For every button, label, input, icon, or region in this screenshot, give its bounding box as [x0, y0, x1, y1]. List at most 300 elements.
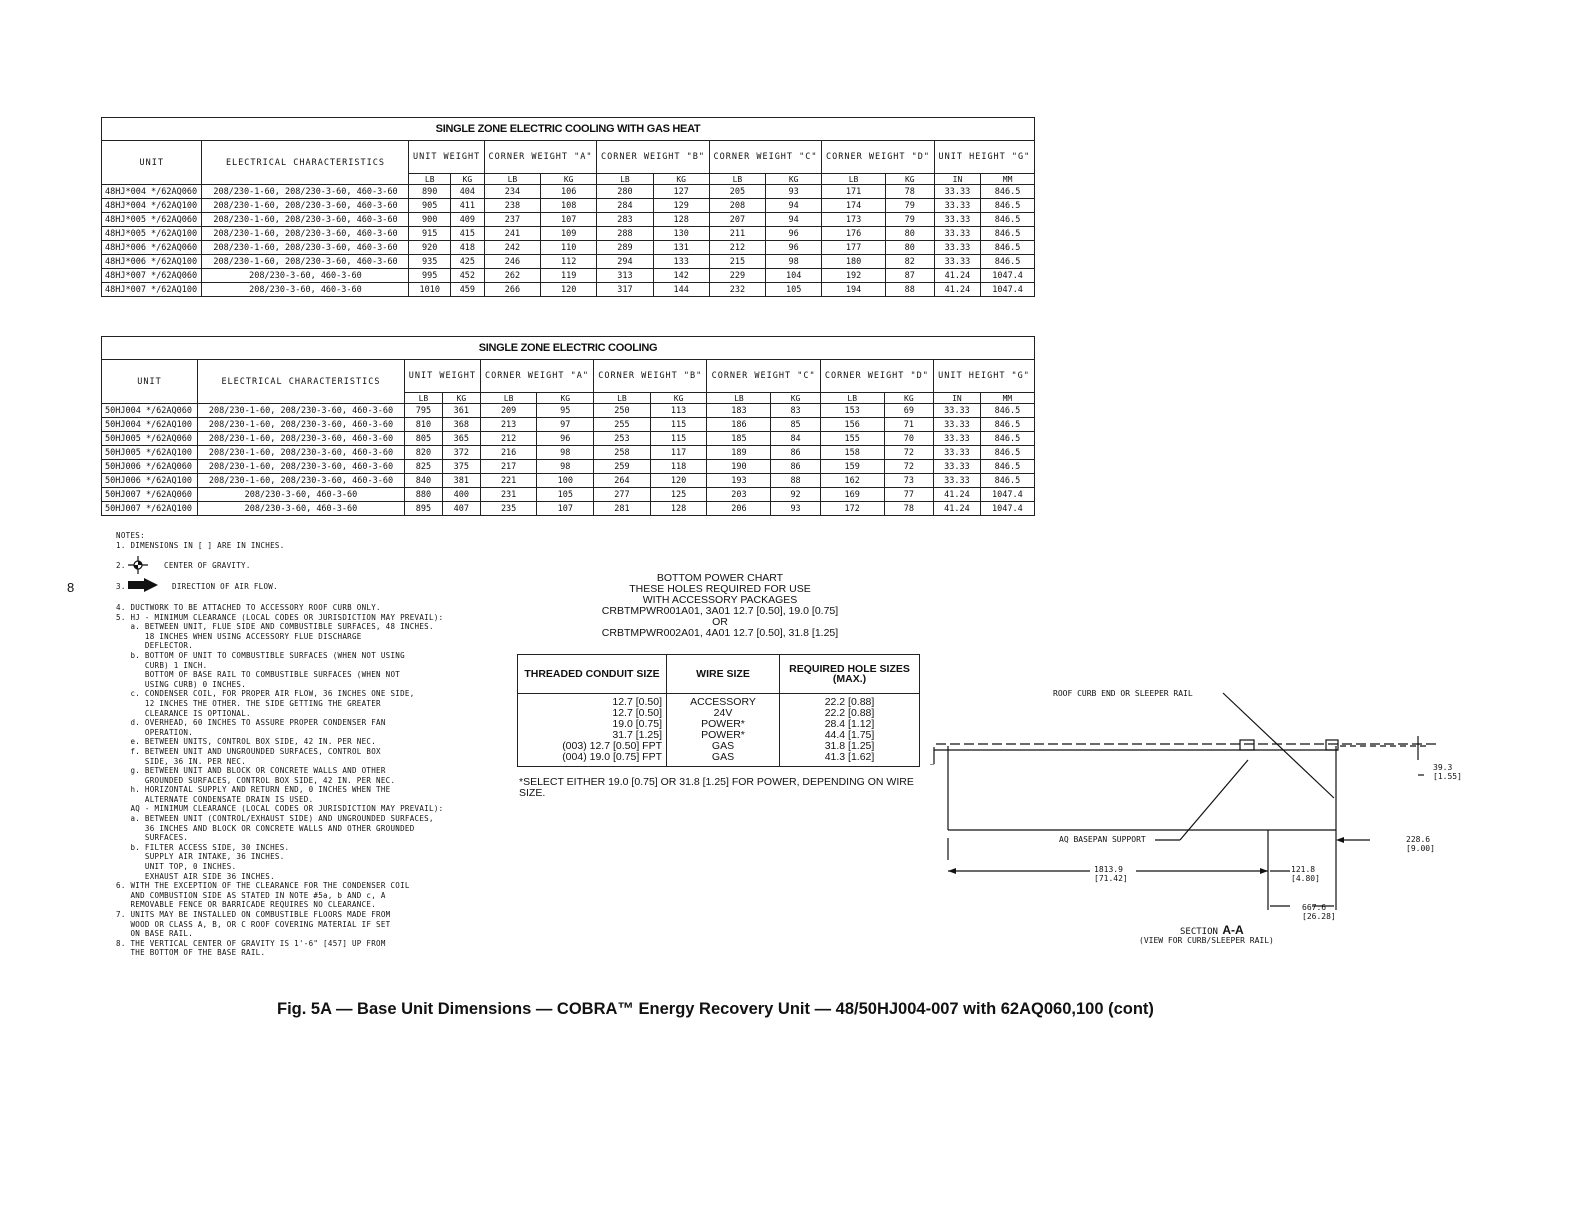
value-cell: 33.33 — [934, 474, 981, 488]
dimension-39: 39.3 [1.55] — [1433, 763, 1462, 781]
value-cell: 229 — [709, 269, 765, 283]
unit-subheader: LB — [597, 174, 653, 185]
electrical-cell: 208/230-1-60, 208/230-3-60, 460-3-60 — [202, 227, 409, 241]
heading-line: THESE HOLES REQUIRED FOR USE — [629, 583, 811, 595]
value-cell: 180 — [822, 255, 886, 269]
value-cell: 33.33 — [934, 404, 981, 418]
value-cell: 203 — [707, 488, 771, 502]
roof-curb-label: ROOF CURB END OR SLEEPER RAIL — [1053, 689, 1193, 698]
unit-cell: 50HJ004 */62AQ060 — [102, 404, 198, 418]
value-cell: 212 — [709, 241, 765, 255]
value-cell: 128 — [650, 502, 707, 516]
value-cell: 361 — [442, 404, 480, 418]
value-cell: 280 — [597, 185, 653, 199]
unit-cell: 50HJ006 */62AQ060 — [102, 460, 198, 474]
value-cell: 186 — [707, 418, 771, 432]
unit-subheader: IN — [934, 174, 980, 185]
value-cell: 85 — [771, 418, 820, 432]
col-header: CORNER WEIGHT "B" — [597, 141, 710, 174]
value-cell: 96 — [766, 241, 822, 255]
table-row — [102, 241, 1035, 255]
table-row — [102, 255, 1035, 269]
value-cell: 83 — [771, 404, 820, 418]
col-header: CORNER WEIGHT "A" — [480, 360, 593, 393]
value-cell: 127 — [653, 185, 709, 199]
note-2-text: CENTER OF GRAVITY. — [164, 561, 251, 570]
dimension-228: 228.6 [9.00] — [1406, 835, 1435, 853]
value-cell: 82 — [885, 255, 934, 269]
value-cell: 33.33 — [934, 199, 980, 213]
col-header: UNIT HEIGHT "G" — [934, 360, 1035, 393]
value-cell: 115 — [650, 418, 707, 432]
value-cell: 87 — [885, 269, 934, 283]
value-cell: 920 — [409, 241, 451, 255]
value-cell: 98 — [537, 460, 594, 474]
col-header: CORNER WEIGHT "D" — [822, 141, 935, 174]
value-cell: 80 — [885, 227, 934, 241]
value-cell: 33.33 — [934, 255, 980, 269]
unit-subheader: LB — [480, 393, 537, 404]
value-cell: 174 — [822, 199, 886, 213]
note-3-number: 3. — [116, 582, 126, 591]
value-cell: 846.5 — [981, 255, 1035, 269]
value-cell: 846.5 — [980, 474, 1034, 488]
table-row — [102, 269, 1035, 283]
col-header: CORNER WEIGHT "C" — [709, 141, 822, 174]
table-row — [102, 227, 1035, 241]
table-row — [102, 185, 1035, 199]
value-cell: 153 — [820, 404, 884, 418]
value-cell: 33.33 — [934, 227, 980, 241]
value-cell: 86 — [771, 446, 820, 460]
value-cell: 840 — [404, 474, 442, 488]
heading-line: CRBTMPWR002A01, 4A01 12.7 [0.50], 31.8 [1.25] — [601, 627, 839, 639]
value-cell: 125 — [650, 488, 707, 502]
value-cell: 425 — [450, 255, 484, 269]
section-prefix: SECTION — [1180, 927, 1218, 937]
value-cell: 131 — [653, 241, 709, 255]
value-cell: 407 — [442, 502, 480, 516]
value-cell: 1047.4 — [981, 269, 1035, 283]
value-cell: 176 — [822, 227, 886, 241]
electric-cooling-weight-table — [101, 336, 1035, 516]
value-cell: 246 — [484, 255, 540, 269]
value-cell: 375 — [442, 460, 480, 474]
value-cell: 41.24 — [934, 283, 980, 297]
value-cell: 266 — [484, 283, 540, 297]
value-cell: 172 — [820, 502, 884, 516]
bottom-power-chart-table — [517, 654, 920, 767]
note-3-text: DIRECTION OF AIR FLOW. — [172, 582, 278, 591]
value-cell: 106 — [541, 185, 597, 199]
value-cell: 86 — [771, 460, 820, 474]
table-row — [102, 474, 1035, 488]
unit-subheader: IN — [934, 393, 981, 404]
value-cell: 100 — [537, 474, 594, 488]
unit-subheader: KG — [885, 174, 934, 185]
value-cell: 128 — [653, 213, 709, 227]
page-marker: 8 — [67, 580, 75, 595]
unit-cell: 48HJ*004 */62AQ100 — [102, 199, 202, 213]
section-letters: A-A — [1222, 923, 1244, 937]
notes-body: 4. DUCTWORK TO BE ATTACHED TO ACCESSORY ROOF CURB ONLY. 5. HJ - MINIMUM CLEARANCE (LOCAL CODES OR JURISDICTION MAY PREVAIL): a. BETWEEN UNIT, FLUE SIDE AND COMBUSTIBLE SURFACES, 48 INCHES. 18 INCHES WHEN USING ACCESSORY FLUE DISCHARGE DEFLECTOR. b. BOTTOM OF UNIT TO COMBUSTIBLE SURFACES (WHEN NOT USING CURB) 1 INCH. BOTTOM OF BASE RAIL TO COMBUSTIBLE SURFACES (WHEN NOT USING CURB) 0 INCHES. c. CONDENSER COIL, FOR PROPER AIR FLOW, 36 INCHES ONE SIDE, 12 INCHES THE OTHER. THE SIDE GETTING THE GREATER CLEARANCE IS OPTIONAL. d. OVERHEAD, 60 INCHES TO ASSURE PROPER CONDENSER FAN OPERATION. e. BETWEEN UNITS, CONTROL BOX SIDE, 42 IN. PER NEC. f. BETWEEN UNIT AND UNGROUNDED SURFACES, CONTROL BOX SIDE, 36 IN. PER NEC. g. BETWEEN UNIT AND BLOCK OR CONCRETE WALLS AND OTHER GROUNDED SURFACES, CONTROL BOX SIDE, 42 IN. PER NEC. h. HORIZONTAL SUPPLY AND RETURN END, 0 INCHES WHEN THE ALTERNATE CONDENSATE DRAIN IS USED. AQ - MINIMUM CLEARANCE (LOCAL CODES OR JURISDICTION MAY PREVAIL): a. BETWEEN UNIT (CONTROL/EXHAUST SIDE) AND UNGROUNDED SURFACES, 36 INCHES AND BLOCK OR CONCRETE WALLS AND OTHER GROUNDED SURFACES. b. FILTER ACCESS SIDE, 30 INCHES. SUPPLY AIR INTAKE, 36 INCHES. UNIT TOP, 0 INCHES. EXHAUST AIR SIDE 36 INCHES. 6. WITH THE EXCEPTION OF THE CLEARANCE FOR THE CONDENSER COIL AND COMBUSTION SIDE AS STATED IN NOTE #5a, b AND c, A REMOVABLE FENCE OR BARRICADE REQUIRES NO CLEARANCE. 7. UNITS MAY BE INSTALLED ON COMBUSTIBLE FLOORS MADE FROM WOOD OR CLASS A, B, OR C ROOF COVERING MATERIAL IF SET ON BASE RAIL. 8. THE VERTICAL CENTER OF GRAVITY IS 1'-6" [457] UP FROM THE BOTTOM OF THE BASE RAIL. — [116, 603, 444, 958]
value-cell: 215 — [709, 255, 765, 269]
value-cell: 846.5 — [980, 404, 1034, 418]
col-header: REQUIRED HOLE SIZES (MAX.) — [780, 655, 920, 694]
value-cell: 120 — [541, 283, 597, 297]
unit-cell: 48HJ*007 */62AQ100 — [102, 283, 202, 297]
table-row — [102, 283, 1035, 297]
electrical-cell: 208/230-1-60, 208/230-3-60, 460-3-60 — [197, 404, 404, 418]
value-cell: 94 — [766, 199, 822, 213]
value-cell: 107 — [537, 502, 594, 516]
electrical-cell: 208/230-3-60, 460-3-60 — [197, 502, 404, 516]
col-header: UNIT WEIGHT — [404, 360, 480, 393]
value-cell: 242 — [484, 241, 540, 255]
unit-subheader: LB — [707, 393, 771, 404]
value-cell: 109 — [541, 227, 597, 241]
value-cell: 129 — [653, 199, 709, 213]
value-cell: 231 — [480, 488, 537, 502]
value-cell: 846.5 — [980, 432, 1034, 446]
value-cell: 113 — [650, 404, 707, 418]
table-row — [102, 460, 1035, 474]
value-cell: 217 — [480, 460, 537, 474]
value-cell: 193 — [707, 474, 771, 488]
value-cell: 33.33 — [934, 241, 980, 255]
value-cell: 232 — [709, 283, 765, 297]
value-cell: 221 — [480, 474, 537, 488]
value-cell: 93 — [766, 185, 822, 199]
value-cell: 452 — [450, 269, 484, 283]
dimension-1813: 1813.9 [71.42] — [1094, 865, 1128, 883]
center-of-gravity-icon — [128, 556, 148, 574]
value-cell: 241 — [484, 227, 540, 241]
table-row — [102, 446, 1035, 460]
value-cell: 846.5 — [980, 418, 1034, 432]
value-cell: 33.33 — [934, 460, 981, 474]
value-cell: 284 — [597, 199, 653, 213]
value-cell: 209 — [480, 404, 537, 418]
power-chart-heading — [552, 573, 888, 639]
value-cell: 259 — [594, 460, 651, 474]
value-cell: 212 — [480, 432, 537, 446]
value-cell: 262 — [484, 269, 540, 283]
value-cell: 207 — [709, 213, 765, 227]
table-row — [102, 502, 1035, 516]
value-cell: 156 — [820, 418, 884, 432]
table-title: SINGLE ZONE ELECTRIC COOLING — [102, 337, 1035, 360]
value-cell: 205 — [709, 185, 765, 199]
heading-line: BOTTOM POWER CHART — [656, 572, 784, 584]
value-cell: 1010 — [409, 283, 451, 297]
value-cell: 900 — [409, 213, 451, 227]
unit-subheader: KG — [442, 393, 480, 404]
unit-subheader: MM — [981, 174, 1035, 185]
value-cell: 112 — [541, 255, 597, 269]
value-cell: 41.24 — [934, 488, 981, 502]
unit-cell: 48HJ*005 */62AQ100 — [102, 227, 202, 241]
value-cell: 1047.4 — [980, 488, 1034, 502]
section-a-a-drawing — [930, 680, 1470, 920]
value-cell: 120 — [650, 474, 707, 488]
value-cell: 211 — [709, 227, 765, 241]
value-cell: 234 — [484, 185, 540, 199]
unit-cell: 48HJ*004 */62AQ060 — [102, 185, 202, 199]
value-cell: 33.33 — [934, 213, 980, 227]
value-cell: 409 — [450, 213, 484, 227]
heading-line: OR — [712, 616, 728, 628]
unit-cell: 48HJ*006 */62AQ060 — [102, 241, 202, 255]
table-row — [102, 199, 1035, 213]
value-cell: 80 — [885, 241, 934, 255]
value-cell: 415 — [450, 227, 484, 241]
value-cell: 70 — [884, 432, 933, 446]
table-title: SINGLE ZONE ELECTRIC COOLING WITH GAS HEAT — [102, 118, 1035, 141]
air-flow-arrow-icon — [128, 578, 158, 592]
unit-cell: 50HJ006 */62AQ100 — [102, 474, 198, 488]
value-cell: 795 — [404, 404, 442, 418]
unit-subheader: KG — [653, 174, 709, 185]
value-cell: 133 — [653, 255, 709, 269]
value-cell: 915 — [409, 227, 451, 241]
wire-size-cell: ACCESSORY 24V POWER* POWER* GAS GAS — [667, 694, 780, 767]
table-row — [102, 488, 1035, 502]
dimension-667: 667.6 [26.28] — [1302, 903, 1336, 921]
unit-subheader: LB — [820, 393, 884, 404]
value-cell: 289 — [597, 241, 653, 255]
value-cell: 820 — [404, 446, 442, 460]
value-cell: 93 — [771, 502, 820, 516]
electrical-cell: 208/230-3-60, 460-3-60 — [202, 283, 409, 297]
value-cell: 846.5 — [981, 199, 1035, 213]
unit-cell: 50HJ007 */62AQ060 — [102, 488, 198, 502]
value-cell: 192 — [822, 269, 886, 283]
value-cell: 73 — [884, 474, 933, 488]
value-cell: 846.5 — [980, 460, 1034, 474]
note-2-number: 2. — [116, 561, 126, 570]
value-cell: 110 — [541, 241, 597, 255]
electrical-cell: 208/230-1-60, 208/230-3-60, 460-3-60 — [202, 213, 409, 227]
unit-subheader: MM — [980, 393, 1034, 404]
hole-size-cell: 22.2 [0.88] 22.2 [0.88] 28.4 [1.12] 44.4 [1.75] 31.8 [1.25] 41.3 [1.62] — [780, 694, 920, 767]
value-cell: 381 — [442, 474, 480, 488]
value-cell: 162 — [820, 474, 884, 488]
value-cell: 97 — [537, 418, 594, 432]
value-cell: 183 — [707, 404, 771, 418]
value-cell: 78 — [885, 185, 934, 199]
value-cell: 95 — [537, 404, 594, 418]
value-cell: 846.5 — [981, 213, 1035, 227]
value-cell: 895 — [404, 502, 442, 516]
value-cell: 144 — [653, 283, 709, 297]
value-cell: 33.33 — [934, 418, 981, 432]
value-cell: 88 — [885, 283, 934, 297]
col-header: WIRE SIZE — [667, 655, 780, 694]
value-cell: 288 — [597, 227, 653, 241]
unit-cell: 50HJ004 */62AQ100 — [102, 418, 198, 432]
value-cell: 208 — [709, 199, 765, 213]
value-cell: 935 — [409, 255, 451, 269]
value-cell: 96 — [766, 227, 822, 241]
unit-cell: 50HJ005 */62AQ100 — [102, 446, 198, 460]
value-cell: 118 — [650, 460, 707, 474]
value-cell: 365 — [442, 432, 480, 446]
value-cell: 33.33 — [934, 185, 980, 199]
value-cell: 1047.4 — [980, 502, 1034, 516]
value-cell: 206 — [707, 502, 771, 516]
value-cell: 238 — [484, 199, 540, 213]
unit-subheader: KG — [766, 174, 822, 185]
value-cell: 177 — [822, 241, 886, 255]
table-row — [102, 432, 1035, 446]
value-cell: 294 — [597, 255, 653, 269]
value-cell: 171 — [822, 185, 886, 199]
unit-subheader: LB — [709, 174, 765, 185]
electrical-cell: 208/230-1-60, 208/230-3-60, 460-3-60 — [202, 199, 409, 213]
value-cell: 98 — [537, 446, 594, 460]
value-cell: 846.5 — [981, 185, 1035, 199]
value-cell: 283 — [597, 213, 653, 227]
value-cell: 77 — [884, 488, 933, 502]
value-cell: 159 — [820, 460, 884, 474]
value-cell: 253 — [594, 432, 651, 446]
value-cell: 825 — [404, 460, 442, 474]
value-cell: 158 — [820, 446, 884, 460]
table-row — [102, 213, 1035, 227]
electrical-cell: 208/230-1-60, 208/230-3-60, 460-3-60 — [197, 474, 404, 488]
value-cell: 78 — [884, 502, 933, 516]
value-cell: 255 — [594, 418, 651, 432]
value-cell: 890 — [409, 185, 451, 199]
value-cell: 372 — [442, 446, 480, 460]
value-cell: 418 — [450, 241, 484, 255]
figure-caption: Fig. 5A — Base Unit Dimensions — COBRA™ Energy Recovery Unit — 48/50HJ004-007 with 62AQ060,100 (cont) — [277, 1000, 1154, 1018]
col-header: CORNER WEIGHT "A" — [484, 141, 597, 174]
value-cell: 105 — [766, 283, 822, 297]
electrical-cell: 208/230-1-60, 208/230-3-60, 460-3-60 — [197, 460, 404, 474]
electrical-cell: 208/230-1-60, 208/230-3-60, 460-3-60 — [202, 255, 409, 269]
col-header: ELECTRICAL CHARACTERISTICS — [197, 360, 404, 404]
value-cell: 880 — [404, 488, 442, 502]
unit-subheader: KG — [450, 174, 484, 185]
col-header: UNIT — [102, 141, 202, 185]
value-cell: 33.33 — [934, 432, 981, 446]
notes-heading: NOTES: — [116, 531, 145, 540]
dimension-121: 121.8 [4.80] — [1291, 865, 1320, 883]
value-cell: 317 — [597, 283, 653, 297]
unit-subheader: KG — [650, 393, 707, 404]
value-cell: 88 — [771, 474, 820, 488]
heading-line: CRBTMPWR001A01, 3A01 12.7 [0.50], 19.0 [0.75] — [601, 605, 839, 617]
unit-cell: 48HJ*007 */62AQ060 — [102, 269, 202, 283]
value-cell: 810 — [404, 418, 442, 432]
value-cell: 142 — [653, 269, 709, 283]
table-row — [102, 418, 1035, 432]
value-cell: 96 — [537, 432, 594, 446]
value-cell: 1047.4 — [981, 283, 1035, 297]
value-cell: 155 — [820, 432, 884, 446]
value-cell: 190 — [707, 460, 771, 474]
value-cell: 79 — [885, 213, 934, 227]
value-cell: 459 — [450, 283, 484, 297]
value-cell: 194 — [822, 283, 886, 297]
value-cell: 995 — [409, 269, 451, 283]
note-1: 1. DIMENSIONS IN [ ] ARE IN INCHES. — [116, 541, 285, 550]
col-header: CORNER WEIGHT "C" — [707, 360, 820, 393]
col-header: CORNER WEIGHT "B" — [594, 360, 707, 393]
value-cell: 846.5 — [981, 241, 1035, 255]
value-cell: 98 — [766, 255, 822, 269]
table-row — [102, 404, 1035, 418]
unit-cell: 48HJ*006 */62AQ100 — [102, 255, 202, 269]
power-chart-footnote: *SELECT EITHER 19.0 [0.75] OR 31.8 [1.25] FOR POWER, DEPENDING ON WIRE SIZE. — [519, 776, 914, 799]
value-cell: 92 — [771, 488, 820, 502]
value-cell: 115 — [650, 432, 707, 446]
value-cell: 33.33 — [934, 446, 981, 460]
col-header: UNIT WEIGHT — [409, 141, 484, 174]
heading-line: WITH ACCESSORY PACKAGES — [642, 594, 798, 606]
value-cell: 173 — [822, 213, 886, 227]
value-cell: 277 — [594, 488, 651, 502]
unit-subheader: LB — [822, 174, 886, 185]
unit-subheader: LB — [409, 174, 451, 185]
value-cell: 72 — [884, 460, 933, 474]
value-cell: 71 — [884, 418, 933, 432]
value-cell: 264 — [594, 474, 651, 488]
electrical-cell: 208/230-1-60, 208/230-3-60, 460-3-60 — [197, 446, 404, 460]
unit-subheader: KG — [884, 393, 933, 404]
value-cell: 216 — [480, 446, 537, 460]
col-header: CORNER WEIGHT "D" — [820, 360, 933, 393]
electrical-cell: 208/230-1-60, 208/230-3-60, 460-3-60 — [202, 241, 409, 255]
unit-subheader: LB — [484, 174, 540, 185]
value-cell: 237 — [484, 213, 540, 227]
section-subtitle: (VIEW FOR CURB/SLEEPER RAIL) — [1139, 936, 1274, 945]
value-cell: 107 — [541, 213, 597, 227]
dimension-mark: — — [930, 760, 935, 768]
value-cell: 404 — [450, 185, 484, 199]
col-header: UNIT HEIGHT "G" — [934, 141, 1034, 174]
value-cell: 905 — [409, 199, 451, 213]
value-cell: 105 — [537, 488, 594, 502]
unit-cell: 50HJ005 */62AQ060 — [102, 432, 198, 446]
value-cell: 130 — [653, 227, 709, 241]
unit-subheader: LB — [594, 393, 651, 404]
value-cell: 281 — [594, 502, 651, 516]
value-cell: 41.24 — [934, 269, 980, 283]
value-cell: 108 — [541, 199, 597, 213]
conduit-size-cell: 12.7 [0.50] 12.7 [0.50] 19.0 [0.75] 31.7 [1.25] (003) 12.7 [0.50] FPT (004) 19.0 [0.75] FPT — [518, 694, 667, 767]
electrical-cell: 208/230-3-60, 460-3-60 — [197, 488, 404, 502]
value-cell: 72 — [884, 446, 933, 460]
value-cell: 69 — [884, 404, 933, 418]
value-cell: 235 — [480, 502, 537, 516]
value-cell: 213 — [480, 418, 537, 432]
value-cell: 119 — [541, 269, 597, 283]
col-header: ELECTRICAL CHARACTERISTICS — [202, 141, 409, 185]
value-cell: 94 — [766, 213, 822, 227]
value-cell: 846.5 — [980, 446, 1034, 460]
value-cell: 805 — [404, 432, 442, 446]
col-header: UNIT — [102, 360, 198, 404]
unit-cell: 50HJ007 */62AQ100 — [102, 502, 198, 516]
value-cell: 185 — [707, 432, 771, 446]
value-cell: 104 — [766, 269, 822, 283]
electrical-cell: 208/230-1-60, 208/230-3-60, 460-3-60 — [197, 418, 404, 432]
gas-heat-weight-table — [101, 117, 1035, 297]
col-header: THREADED CONDUIT SIZE — [518, 655, 667, 694]
